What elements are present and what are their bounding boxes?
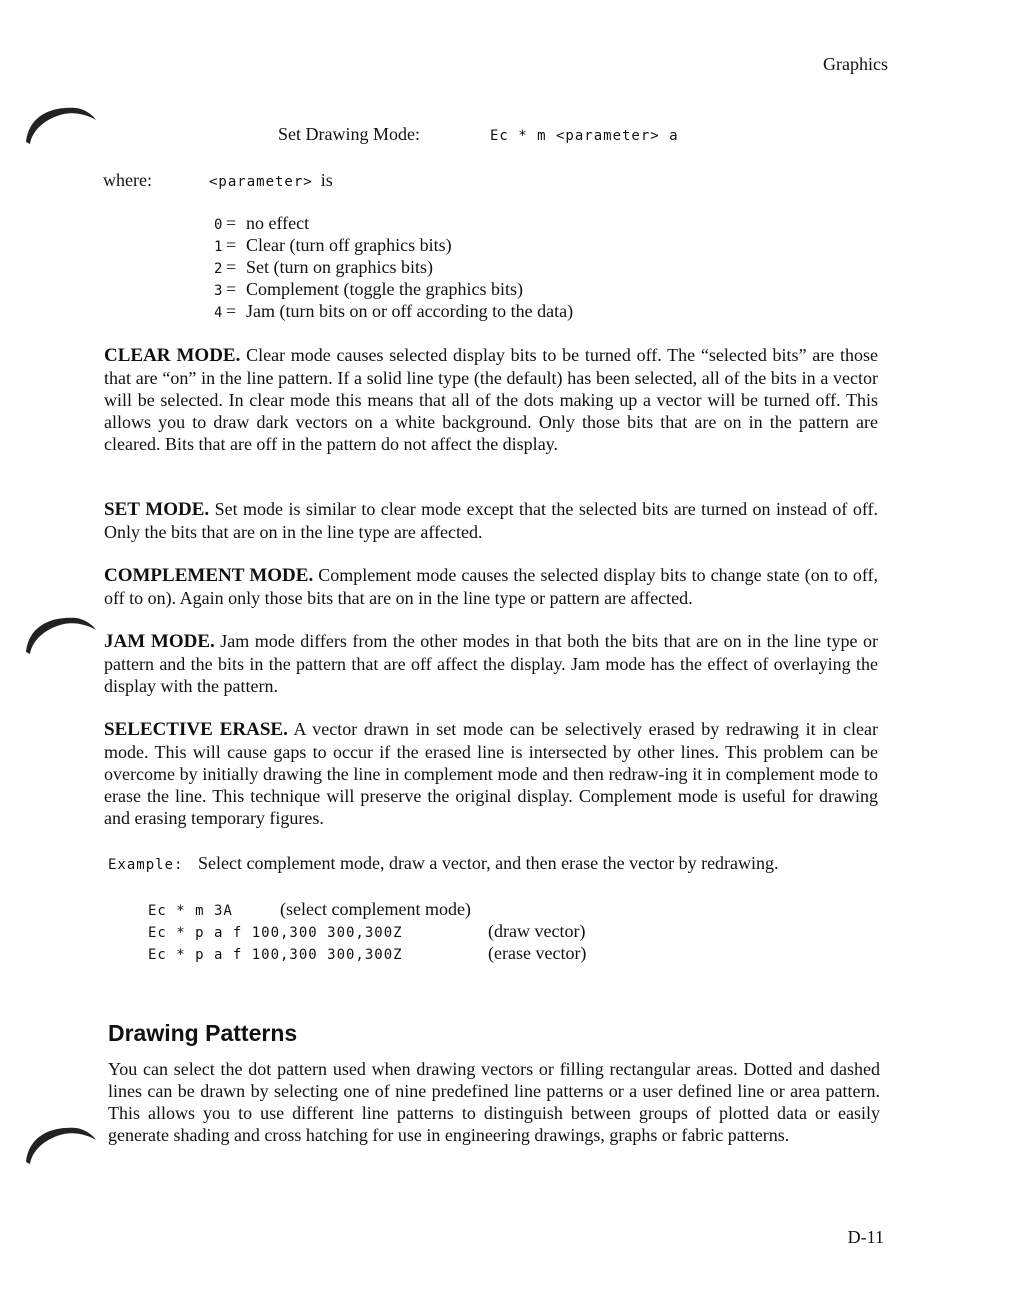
parameter-item xyxy=(214,300,573,322)
set-mode-text: Set mode is similar to clear mode except that the selected bits are turned on instead of off. Only the bits that are on in the line type are affected. xyxy=(104,499,879,542)
clear-mode-heading: CLEAR MODE. xyxy=(104,345,241,366)
parameter-item xyxy=(214,234,573,256)
code-row xyxy=(148,920,586,942)
code-command: Ec * m 3A xyxy=(148,903,233,919)
selective-erase-paragraph xyxy=(104,718,878,829)
drawing-patterns-heading: Drawing Patterns xyxy=(108,1020,298,1046)
parameter-description: Complement (toggle the graphics bits) xyxy=(246,279,523,299)
parameter-item xyxy=(214,256,573,278)
selective-erase-heading: SELECTIVE ERASE. xyxy=(104,719,288,740)
parameter-description: Jam (turn bits on or off according to the data) xyxy=(246,301,574,321)
parameter-equals: = xyxy=(226,279,237,299)
example-line xyxy=(108,852,779,876)
set-mode-paragraph xyxy=(104,498,878,543)
page-number: D-11 xyxy=(847,1227,884,1247)
where-label: where: xyxy=(103,170,152,190)
parameter-token: <parameter> xyxy=(209,174,313,190)
binder-hole-icon xyxy=(24,1122,98,1166)
set-drawing-mode-command: Ec * m <parameter> a xyxy=(490,128,679,144)
where-line xyxy=(103,169,333,193)
code-row xyxy=(148,898,586,920)
set-drawing-mode-label: Set Drawing Mode: xyxy=(278,124,420,144)
example-label: Example: xyxy=(108,857,184,873)
page-header-section: Graphics xyxy=(823,54,888,74)
parameter-item xyxy=(214,278,573,300)
clear-mode-paragraph xyxy=(104,344,878,455)
parameter-description: Set (turn on graphics bits) xyxy=(246,257,433,277)
parameter-equals: = xyxy=(226,235,237,255)
parameter-number: 4 xyxy=(214,305,223,321)
drawing-patterns-paragraph: You can select the dot pattern used when drawing vectors or filling rectangular areas. Dotted and dashed lines can be drawn by selecting one of nine predefined line patterns or a user defined line or area pattern. This allows you to use different line patterns to distinguish between groups of plotted data or easily generate shading and cross hatching for use in engineering drawings, graphs or fabric patterns. xyxy=(108,1059,880,1145)
parameter-equals: = xyxy=(226,301,237,321)
code-command: Ec * p a f 100,300 300,300Z xyxy=(148,947,403,963)
parameter-number: 3 xyxy=(214,283,223,299)
complement-mode-heading: COMPLEMENT MODE. xyxy=(104,565,314,586)
example-text: Select complement mode, draw a vector, and then erase the vector by redrawing. xyxy=(198,853,779,873)
jam-mode-paragraph xyxy=(104,630,878,697)
selective-erase-text: A vector drawn in set mode can be selectively erased by redrawing it in clear mode. This will cause gaps to occur if the erased line is intersected by other lines. This problem can be overcome by initially drawing the line in complement mode and then redraw-ing it in complement mode to erase the line. This technique will preserve the original display. Complement mode is useful for drawing and erasing temporary figures. xyxy=(104,719,879,828)
binder-hole-icon xyxy=(24,102,98,146)
set-mode-heading: SET MODE. xyxy=(104,499,210,520)
code-row xyxy=(148,942,586,964)
clear-mode-text: Clear mode causes selected display bits to be turned off. The “selected bits” are those that are “on” in the line pattern. If a solid line type (the default) has been selected, all of the bits in a vector will be selected. In clear mode this means that all of the dots making up a vector will be turned off. This allows you to draw dark vectors on a white background. Only those bits that are on in the pattern are cleared. Bits that are off in the pattern do not affect the display. xyxy=(104,345,878,454)
binder-hole-icon xyxy=(24,612,98,656)
code-comment: (draw vector) xyxy=(488,921,586,941)
example-code-block xyxy=(148,898,586,964)
parameter-description: no effect xyxy=(246,213,310,233)
parameter-list xyxy=(214,212,573,322)
jam-mode-text: Jam mode differs from the other modes in that both the bits that are on in the line type or pattern and the bits in the pattern that are off affect the display. Jam mode has the effect of overlaying the display with the pattern. xyxy=(104,631,878,696)
is-text: is xyxy=(320,170,333,190)
parameter-item xyxy=(214,212,573,234)
complement-mode-text: Complement mode causes the selected display bits to change state (on to off, off to on). Again only those bits that are on in the line type or pattern are affected. xyxy=(104,565,879,608)
complement-mode-paragraph xyxy=(104,564,878,609)
parameter-equals: = xyxy=(226,257,237,277)
parameter-description: Clear (turn off graphics bits) xyxy=(246,235,452,255)
set-drawing-mode-line xyxy=(278,123,679,147)
parameter-number: 1 xyxy=(214,239,223,255)
parameter-number: 2 xyxy=(214,261,223,277)
parameter-number: 0 xyxy=(214,217,223,233)
code-command: Ec * p a f 100,300 300,300Z xyxy=(148,925,403,941)
code-comment: (erase vector) xyxy=(488,943,587,963)
parameter-equals: = xyxy=(226,213,237,233)
jam-mode-heading: JAM MODE. xyxy=(104,631,215,652)
code-comment: (select complement mode) xyxy=(280,899,471,919)
